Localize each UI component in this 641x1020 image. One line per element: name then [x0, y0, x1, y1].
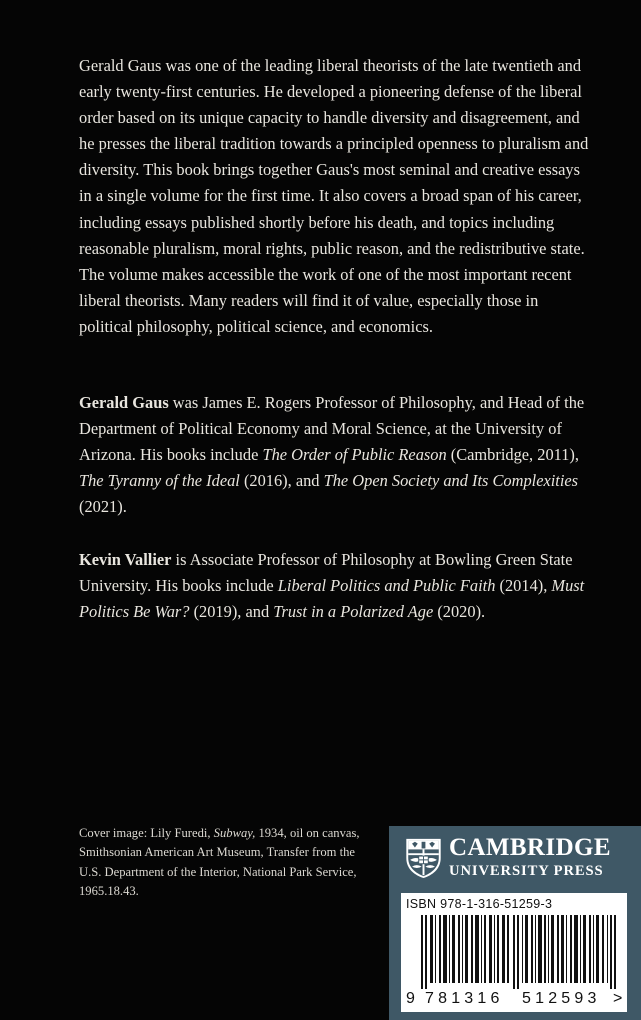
bio-vallier-text: (2019), and: [189, 602, 274, 622]
credit-text: Cover image: Lily Furedi,: [79, 826, 214, 840]
barcode-bars: [421, 915, 616, 989]
author-bio-vallier: [79, 547, 589, 625]
author-name-vallier: Kevin Vallier: [79, 550, 172, 569]
barcode: [401, 893, 627, 1012]
publisher-panel: [389, 826, 641, 1020]
barcode-digit-first: 9: [406, 990, 416, 1007]
bio-gaus-paragraph: [79, 390, 589, 520]
cambridge-crest-icon: [404, 837, 443, 879]
bio-gaus-text: (2021).: [79, 497, 127, 517]
bio-gaus-text: (Cambridge, 2011),: [446, 445, 579, 465]
book-title: The Order of Public Reason: [262, 445, 447, 465]
bio-vallier-paragraph: [79, 547, 589, 625]
book-title: Liberal Politics and Public Faith: [277, 576, 496, 596]
cover-image-credit: [79, 824, 369, 902]
barcode-digits-left: 781316: [425, 990, 504, 1007]
author-name-gaus: Gerald Gaus: [79, 393, 169, 412]
bio-vallier-text: is Associate Professor of Philosophy at Bowling Green State University. His books include: [79, 550, 573, 596]
bio-vallier-text: (2020).: [433, 602, 486, 622]
book-title: Trust in a Polarized Age: [273, 602, 434, 622]
credit-text: 1934, oil on canvas, Smithsonian American Art Museum, Transfer from the U.S. Department of the Interior, National Park Service, 1965.18.43.: [79, 826, 360, 899]
artwork-title: Subway,: [213, 826, 256, 840]
book-title: Must Politics Be War?: [79, 576, 585, 622]
barcode-quiet-mark: >: [613, 990, 623, 1007]
author-bio-gaus: [79, 390, 589, 520]
book-title: The Tyranny of the Ideal: [79, 471, 240, 491]
publisher-subtitle: UNIVERSITY PRESS: [449, 863, 604, 879]
book-title: The Open Society and Its Complexities: [323, 471, 579, 491]
bio-vallier-text: (2014),: [495, 576, 552, 596]
publisher-name: CAMBRIDGE: [449, 834, 611, 861]
bio-gaus-text: was James E. Rogers Professor of Philosophy, and Head of the Department of Political Economy and Moral Science, at the University of Arizona. His books include: [79, 393, 585, 465]
barcode-digits-right: 512593: [522, 990, 601, 1007]
bio-gaus-text: (2016), and: [239, 471, 324, 491]
isbn-label: ISBN 978-1-316-51259-3: [406, 897, 553, 911]
blurb-section: [79, 53, 589, 340]
blurb-text: Gerald Gaus was one of the leading liberal theorists of the late twentieth and early twenty-first centuries. He developed a pioneering defense of the liberal order based on its unique capacity to handle diversity and disagreement, and he presses the liberal tradition towards a principled openness to pluralism and diversity. This book brings together Gaus's most seminal and creative essays in a single volume for the first time. It also covers a broad span of his career, including essays published shortly before his death, and topics including reasonable pluralism, moral rights, public reason, and the redistributive state. The volume makes accessible the work of one of the most important recent liberal theorists. Many readers will find it of value, especially those in political philosophy, political science, and economics.: [79, 56, 589, 336]
